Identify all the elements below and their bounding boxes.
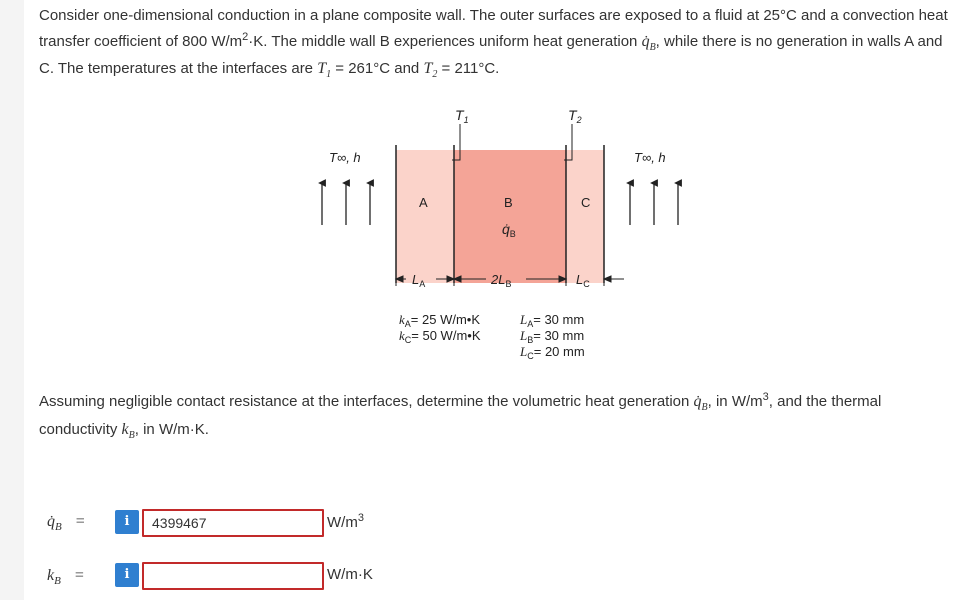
kB-unit: W/m·K [327, 566, 373, 583]
ambient-left-label: T∞, h [329, 150, 361, 165]
wall-diagram-svg [300, 100, 700, 370]
qB-answer-label: $q̇_B$ = [47, 513, 85, 534]
lb-value: $L_B= 30$ mm [520, 328, 585, 345]
kc-value: $k_C= 50$ W/m•K [399, 328, 481, 345]
info-icon[interactable]: i [115, 563, 139, 587]
wall-b [454, 150, 566, 283]
kB-answer-input[interactable] [142, 562, 324, 590]
wall-c [566, 150, 604, 283]
ka-value: $k_A= 25$ W/m•K [399, 312, 481, 329]
qB-unit: $W/m^3$ [327, 512, 364, 531]
t1-label: $T_1$ [455, 107, 469, 125]
la-dim-label: $L_A$ [412, 272, 426, 289]
wall-c-label: C [581, 195, 591, 210]
qB-symbol: $q̇_B$ [641, 32, 656, 53]
wall-a [396, 150, 454, 283]
wall-b-label: B [504, 195, 513, 210]
question-statement: Assuming negligible contact resistance at the interfaces, determine the volumetric heat generation $q̇_B$, in $W/m^3$, and the thermal conductivity $k_B$, in W/m·K. [39, 391, 882, 441]
la-value: $L_A= 30$ mm [520, 312, 585, 329]
convection-arrows-left [322, 183, 370, 225]
qB-answer-input[interactable] [142, 509, 324, 537]
t2-label: $T_2$ [568, 107, 582, 125]
composite-wall-figure [300, 100, 700, 370]
lc-value: $L_C= 20$ mm [520, 344, 585, 361]
qB-wall-label: $q̇_B$ [502, 221, 516, 239]
kB-answer-label: $k_B$ = [47, 567, 84, 588]
wall-a-label: A [419, 195, 428, 210]
lc-dim-label: $L_C$ [576, 272, 590, 289]
info-icon[interactable]: i [115, 510, 139, 534]
left-margin-strip [0, 0, 24, 600]
lb-dim-label: $2L_B$ [491, 272, 512, 289]
ambient-right-label: T∞, h [634, 150, 666, 165]
problem-statement: Consider one-dimensional conduction in a plane composite wall. The outer surfaces are exposed to a fluid at 25°C and a convection heat transfer coefficient of 800 $W/m^2\cdot K$. The middle wall B experiences uniform heat generation $q̇_B$, while there is no generation in walls A and C. The temperatures at the interfaces are $T_1 = 261^\circ C$ and $T_2 = 211^\circ C$. [39, 7, 948, 81]
convection-arrows-right [630, 183, 678, 225]
